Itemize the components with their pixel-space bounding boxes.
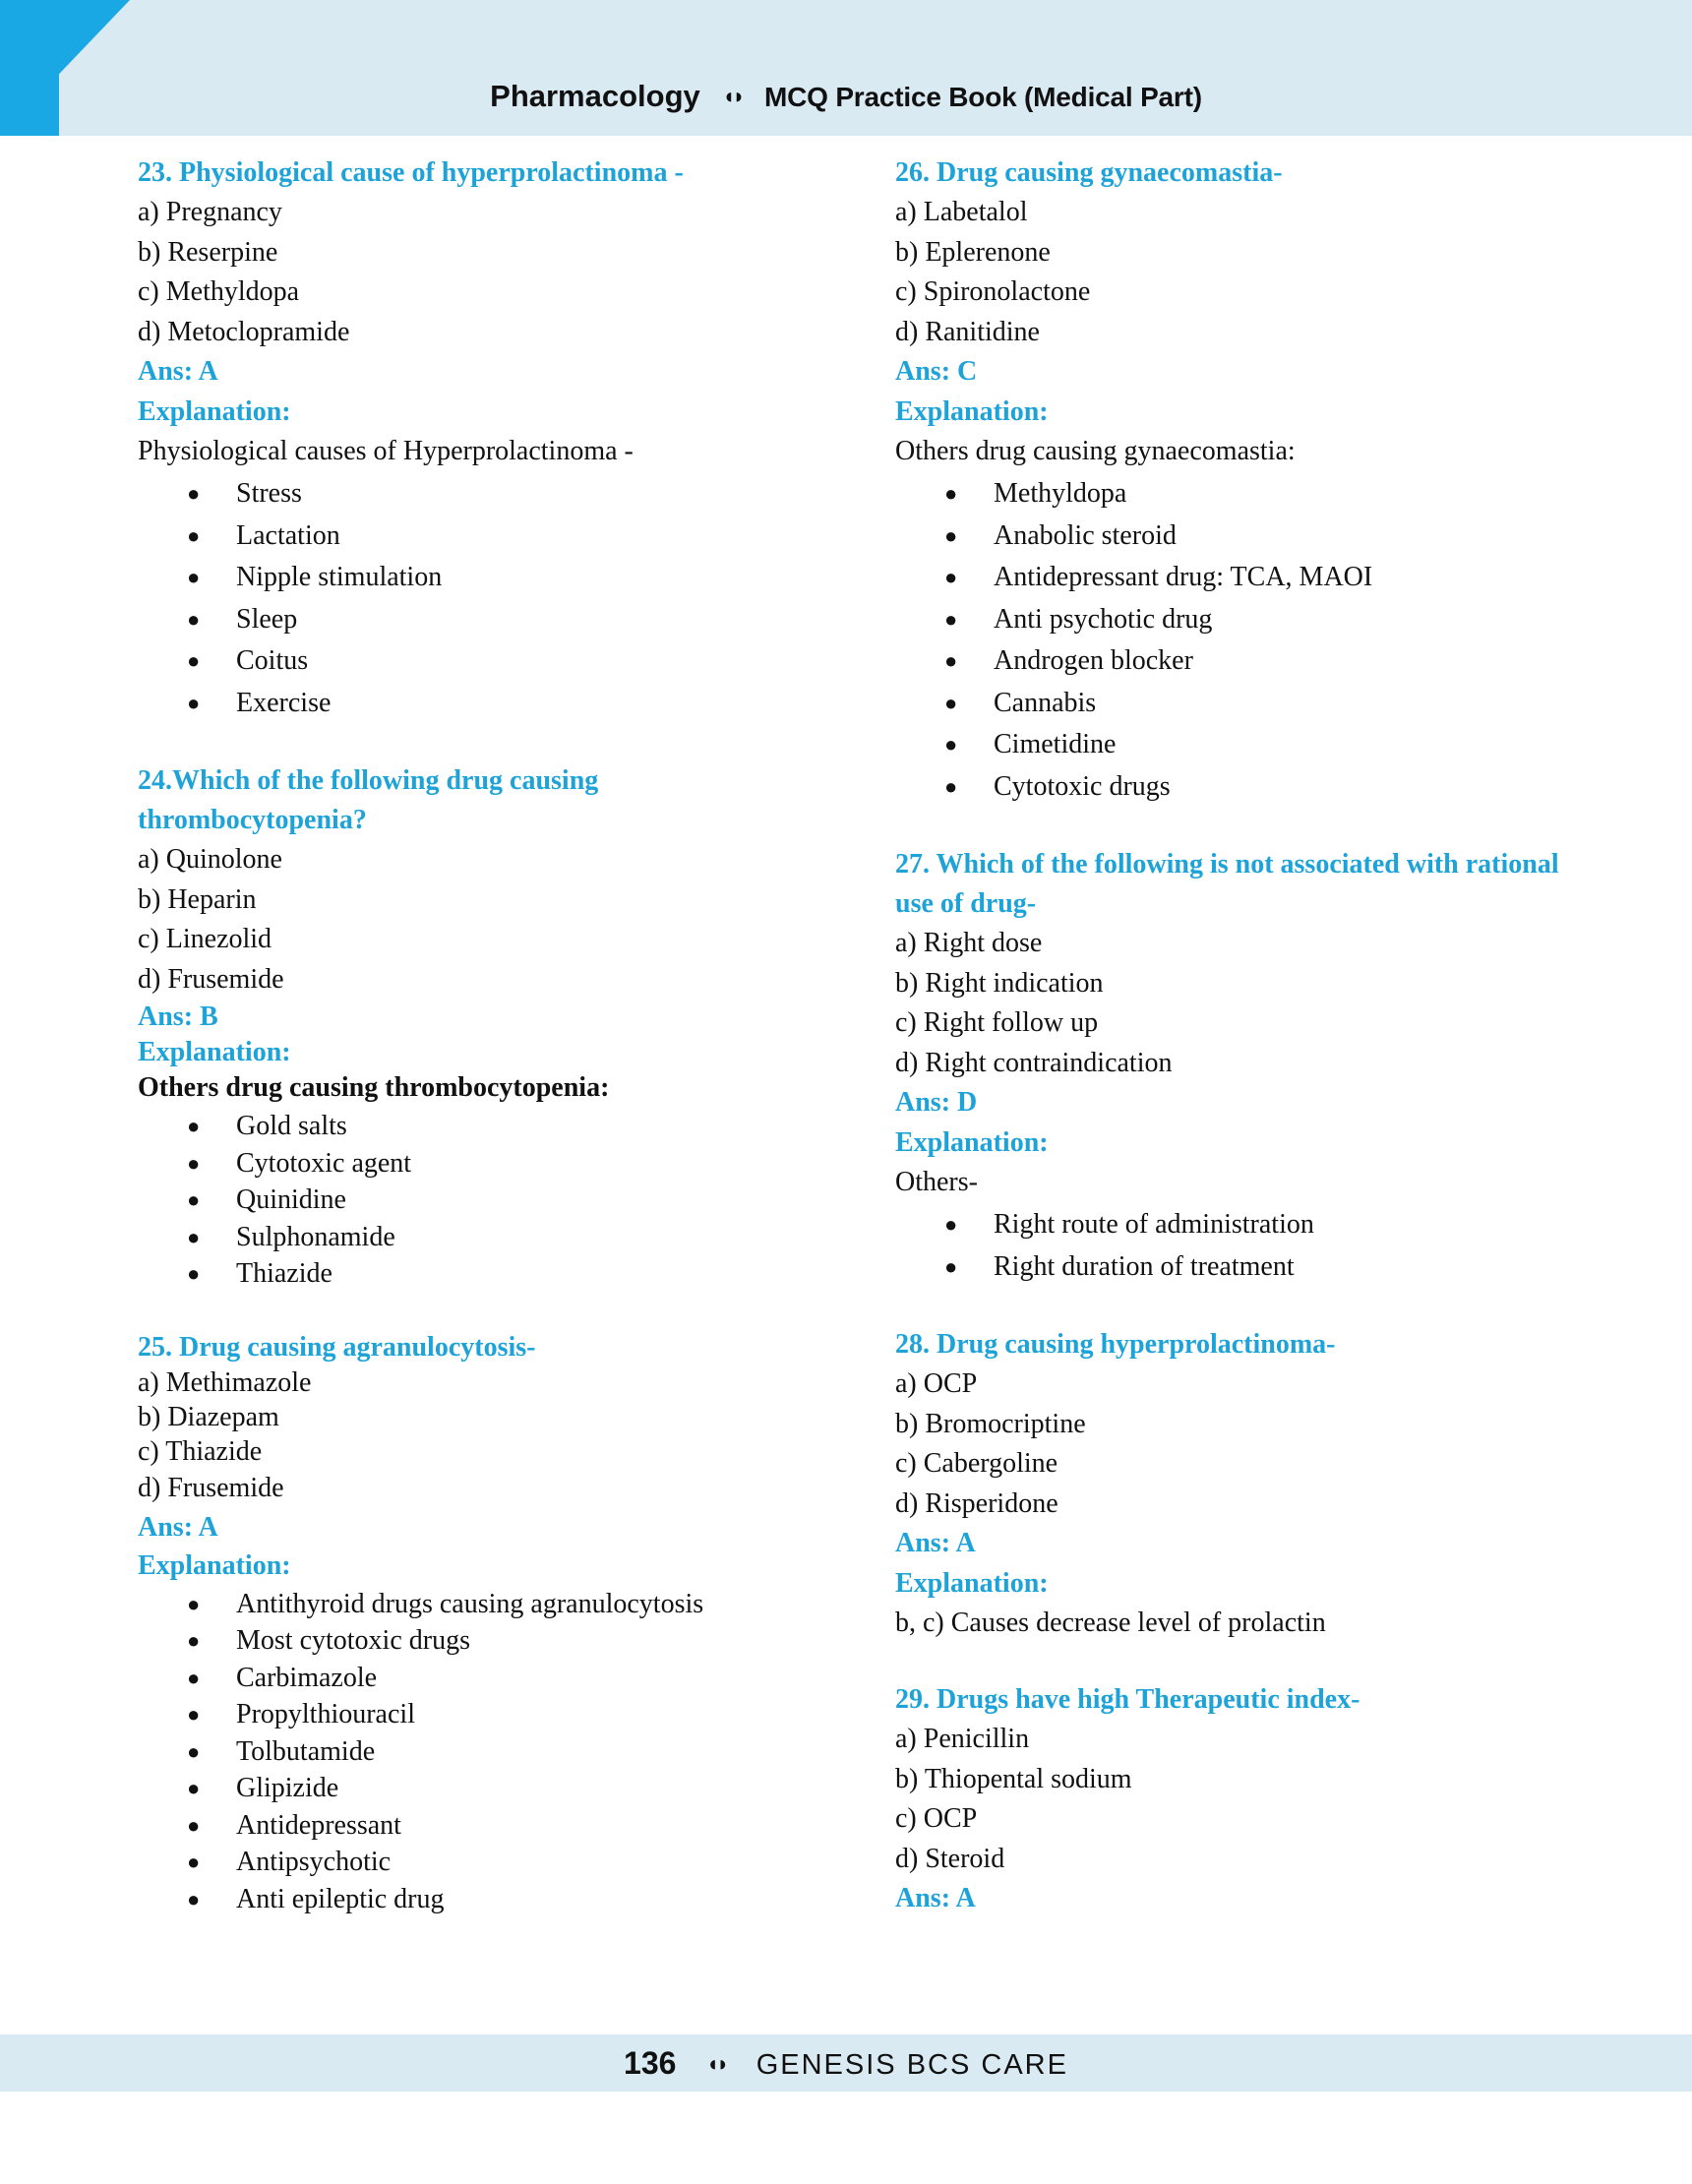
question-27 [895, 845, 1559, 1288]
list-item: ● Cytotoxic drugs [895, 766, 1544, 809]
option: c) Thiazide [138, 1435, 263, 1467]
explanation-label: Explanation: [138, 1549, 291, 1581]
option: d) Frusemide [138, 1472, 284, 1503]
list-item: ● Right duration of treatment [895, 1246, 1544, 1289]
option: a) Methimazole [138, 1366, 312, 1398]
list-item: ● Antidepressant [138, 1807, 787, 1845]
question-title: 27. Which of the following is not associated with rational use of drug- [895, 849, 1559, 919]
question-title: 23. Physiological cause of hyperprolactinoma - [138, 157, 684, 188]
answer: Ans: A [138, 1512, 218, 1543]
bullet-icon: ● [187, 1812, 201, 1838]
bullet-icon: ● [187, 1261, 201, 1286]
question-title: 28. Drug causing hyperprolactinoma- [895, 1329, 1336, 1360]
bullet-icon: ● [187, 648, 201, 673]
option: b) Diazepam [138, 1401, 279, 1432]
explanation-label: Explanation: [138, 395, 291, 427]
list-item: ● Antithyroid drugs causing agranulocytosis [138, 1586, 787, 1623]
option: d) Risperidone [895, 1487, 1058, 1519]
list-item: ● Glipizide [138, 1770, 787, 1807]
option: a) Right dose [895, 928, 1043, 958]
explanation-label: Explanation: [895, 1126, 1049, 1158]
option: a) Penicillin [895, 1724, 1030, 1754]
option: c) Spironolactone [895, 276, 1091, 307]
half-circles-icon: ◖◗ [722, 84, 743, 108]
list-item: ● Stress [138, 473, 787, 516]
option: a) OCP [895, 1368, 978, 1399]
bullet-icon: ● [944, 565, 958, 589]
explanation-label: Explanation: [895, 395, 1049, 427]
right-column [895, 153, 1559, 1957]
running-footer [0, 2042, 1692, 2086]
explanation-intro: Others drug causing gynaecomastia: [895, 436, 1296, 466]
bullet-icon: ● [944, 481, 958, 506]
list-item: ● Nipple stimulation [138, 557, 787, 599]
option: a) Labetalol [895, 197, 1028, 227]
list-item: ● Cannabis [895, 683, 1544, 725]
bullet-icon: ● [187, 1150, 201, 1176]
left-column [138, 153, 787, 1955]
answer: Ans: A [895, 1528, 976, 1558]
list-item: ● Anabolic steroid [895, 516, 1544, 558]
option: b) Reserpine [138, 236, 278, 268]
running-header [0, 77, 1692, 117]
list-item: ● Right route of administration [895, 1204, 1544, 1246]
option: d) Frusemide [138, 963, 284, 995]
list-item: ● Antipsychotic [138, 1844, 787, 1881]
option: a) Pregnancy [138, 197, 282, 227]
bullet-icon: ● [944, 648, 958, 673]
list-item: ● Most cytotoxic drugs [138, 1622, 787, 1660]
list-item: ● Quinidine [138, 1182, 787, 1219]
bullet-icon: ● [187, 1628, 201, 1653]
option: c) OCP [895, 1803, 978, 1834]
bullet-icon: ● [187, 690, 201, 715]
bullet-icon: ● [187, 1187, 201, 1212]
list-item: ● Cimetidine [895, 724, 1544, 766]
explanation-label: Explanation: [138, 1037, 291, 1067]
header-book-title: MCQ Practice Book (Medical Part) [764, 82, 1202, 112]
explanation-list [138, 1586, 787, 1918]
list-item: ● Carbimazole [138, 1660, 787, 1697]
question-title: 29. Drugs have high Therapeutic index- [895, 1684, 1360, 1715]
question-26 [895, 153, 1544, 808]
list-item: ● Propylthiouracil [138, 1696, 787, 1733]
question-28 [895, 1325, 1544, 1643]
option: b) Bromocriptine [895, 1408, 1086, 1439]
explanation-label: Explanation: [895, 1567, 1049, 1599]
option: c) Methyldopa [138, 276, 300, 307]
footer-brand: GENESIS BCS CARE [755, 2049, 1068, 2081]
question-24 [138, 761, 787, 1293]
list-item: ● Exercise [138, 683, 787, 725]
explanation-intro: b, c) Causes decrease level of prolactin [895, 1608, 1326, 1638]
page-number: 136 [624, 2045, 677, 2081]
bullet-icon: ● [187, 522, 201, 548]
bullet-icon: ● [187, 1665, 201, 1690]
list-item: ● Anti epileptic drug [138, 1881, 787, 1918]
list-item: ● Methyldopa [895, 473, 1544, 516]
list-item: ● Androgen blocker [895, 640, 1544, 683]
answer: Ans: C [895, 356, 978, 387]
list-item: ● Cytotoxic agent [138, 1145, 787, 1183]
bullet-icon: ● [187, 1886, 201, 1911]
bullet-icon: ● [187, 1702, 201, 1727]
bullet-icon: ● [944, 732, 958, 757]
bullet-icon: ● [187, 481, 201, 506]
bullet-icon: ● [187, 1591, 201, 1616]
answer: Ans: D [895, 1087, 978, 1118]
question-title: 26. Drug causing gynaecomastia- [895, 157, 1283, 188]
explanation-list [138, 473, 787, 724]
list-item: ● Tolbutamide [138, 1733, 787, 1771]
explanation-list [138, 1108, 787, 1293]
list-item: ● Coitus [138, 640, 787, 683]
bullet-icon: ● [187, 1850, 201, 1874]
header-subject: Pharmacology [490, 79, 700, 113]
option: d) Ranitidine [895, 316, 1040, 347]
list-item: ● Anti psychotic drug [895, 599, 1544, 641]
explanation-intro: Physiological causes of Hyperprolactinoma - [138, 436, 634, 466]
question-25 [138, 1330, 787, 1918]
list-item: ● Sleep [138, 599, 787, 641]
explanation-intro: Others drug causing thrombocytopenia: [138, 1072, 610, 1103]
explanation-intro: Others- [895, 1167, 978, 1197]
list-item: ● Sulphonamide [138, 1219, 787, 1256]
bullet-icon: ● [187, 1224, 201, 1249]
list-item: ● Gold salts [138, 1108, 787, 1145]
question-29 [895, 1680, 1544, 1919]
option: d) Steroid [895, 1843, 1005, 1874]
bullet-icon: ● [187, 1776, 201, 1800]
explanation-list [895, 1204, 1544, 1288]
option: d) Metoclopramide [138, 316, 350, 347]
bullet-icon: ● [187, 565, 201, 589]
bullet-icon: ● [944, 522, 958, 548]
explanation-list [895, 473, 1544, 808]
option: b) Thiopental sodium [895, 1763, 1132, 1794]
list-item: ● Antidepressant drug: TCA, MAOI [895, 557, 1544, 599]
option: b) Heparin [138, 883, 257, 915]
list-item: ● Thiazide [138, 1255, 787, 1293]
option: d) Right contraindication [895, 1047, 1173, 1078]
question-title: 24.Which of the following drug causing thrombocytopenia? [138, 765, 599, 835]
question-title: 25. Drug causing agranulocytosis- [138, 1331, 536, 1363]
answer: Ans: A [138, 356, 218, 387]
half-circles-icon: ◖◗ [705, 2051, 727, 2076]
bullet-icon: ● [187, 1114, 201, 1138]
answer: Ans: B [138, 1001, 218, 1032]
bullet-icon: ● [187, 1738, 201, 1764]
bullet-icon: ● [944, 1212, 958, 1237]
option: c) Cabergoline [895, 1448, 1058, 1479]
bullet-icon: ● [944, 606, 958, 632]
bullet-icon: ● [944, 1253, 958, 1279]
option: b) Eplerenone [895, 236, 1051, 268]
option: b) Right indication [895, 967, 1104, 999]
bullet-icon: ● [944, 773, 958, 799]
list-item: ● Lactation [138, 516, 787, 558]
bullet-icon: ● [187, 606, 201, 632]
option: a) Quinolone [138, 844, 282, 875]
bullet-icon: ● [944, 690, 958, 715]
question-23 [138, 153, 787, 724]
option: c) Linezolid [138, 924, 272, 954]
option: c) Right follow up [895, 1007, 1099, 1038]
answer: Ans: A [895, 1883, 976, 1913]
